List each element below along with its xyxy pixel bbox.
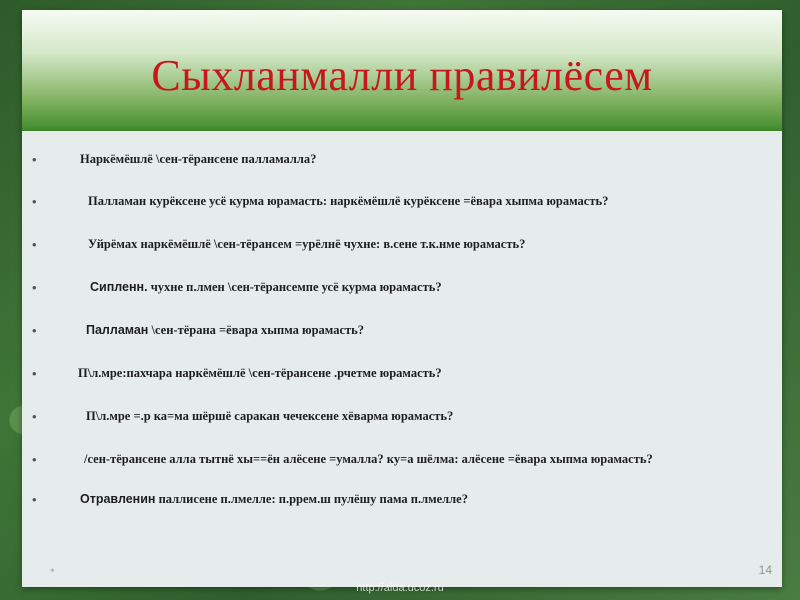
watermark-url: http://aida.ucoz.ru (356, 582, 444, 594)
bullet-text: П\л.мре:пахчара наркёмёшлё \сен-тёрансене .рчетме юрамасть? (78, 366, 442, 380)
bullet-prefix: Палламан (86, 323, 149, 337)
bullet-text: Палламан курёксене усё курма юрамасть: наркёмёшлё курёксене =ёвара хыпма юрамасть? (88, 194, 609, 208)
bullet-dot: • (32, 323, 37, 338)
bullet-prefix: Отравленин (80, 492, 156, 506)
bullet-text: П\л.мре =.р ка=ма шёршё саракан чечексене хёварма юрамасть? (86, 409, 454, 423)
bullet-text (80, 491, 740, 508)
bullet-text (86, 322, 746, 339)
bullet-text: /сен-тёрансене алла тытнё хы==ён алёсене =умалла? ку=а шёлма: алёсене =ёвара хыпма юрамасть? (84, 452, 653, 466)
bullet-dot: • (32, 152, 37, 167)
title-band (22, 10, 782, 132)
bullet-dot: • (32, 280, 37, 295)
bullet-rest: паллисене п.лмелле: п.ррем.ш пулёшу пама п.лмелле? (155, 492, 468, 506)
bullet-rest: чухне п.лмен \сен-тёрансемпе усё курма юрамасть? (147, 280, 442, 294)
bullet-text: Уйрёмах наркёмёшлё \сен-тёрансем =урёлнё чухне: в.сене т.к.нме юрамасть? (88, 237, 526, 251)
bullet-dot: • (32, 409, 37, 424)
footer-star: * (50, 567, 55, 577)
bullet-dot: • (32, 237, 37, 252)
bullet-prefix: Сипленн. (90, 280, 148, 294)
slide-number: 14 (758, 563, 772, 577)
slide-title: Сыхланмалли правилёсем (151, 51, 653, 100)
bullet-text (90, 279, 750, 296)
bullet-rest: \сен-тёрана =ёвара хыпма юрамасть? (148, 323, 365, 337)
content-panel (22, 131, 782, 587)
bullet-dot: • (32, 452, 37, 467)
bullet-dot: • (32, 194, 37, 209)
bullet-dot: • (32, 492, 37, 507)
bullet-text: Наркёмёшлё \сен-тёрансене палламалла? (80, 152, 317, 166)
bullet-dot: • (32, 366, 37, 381)
